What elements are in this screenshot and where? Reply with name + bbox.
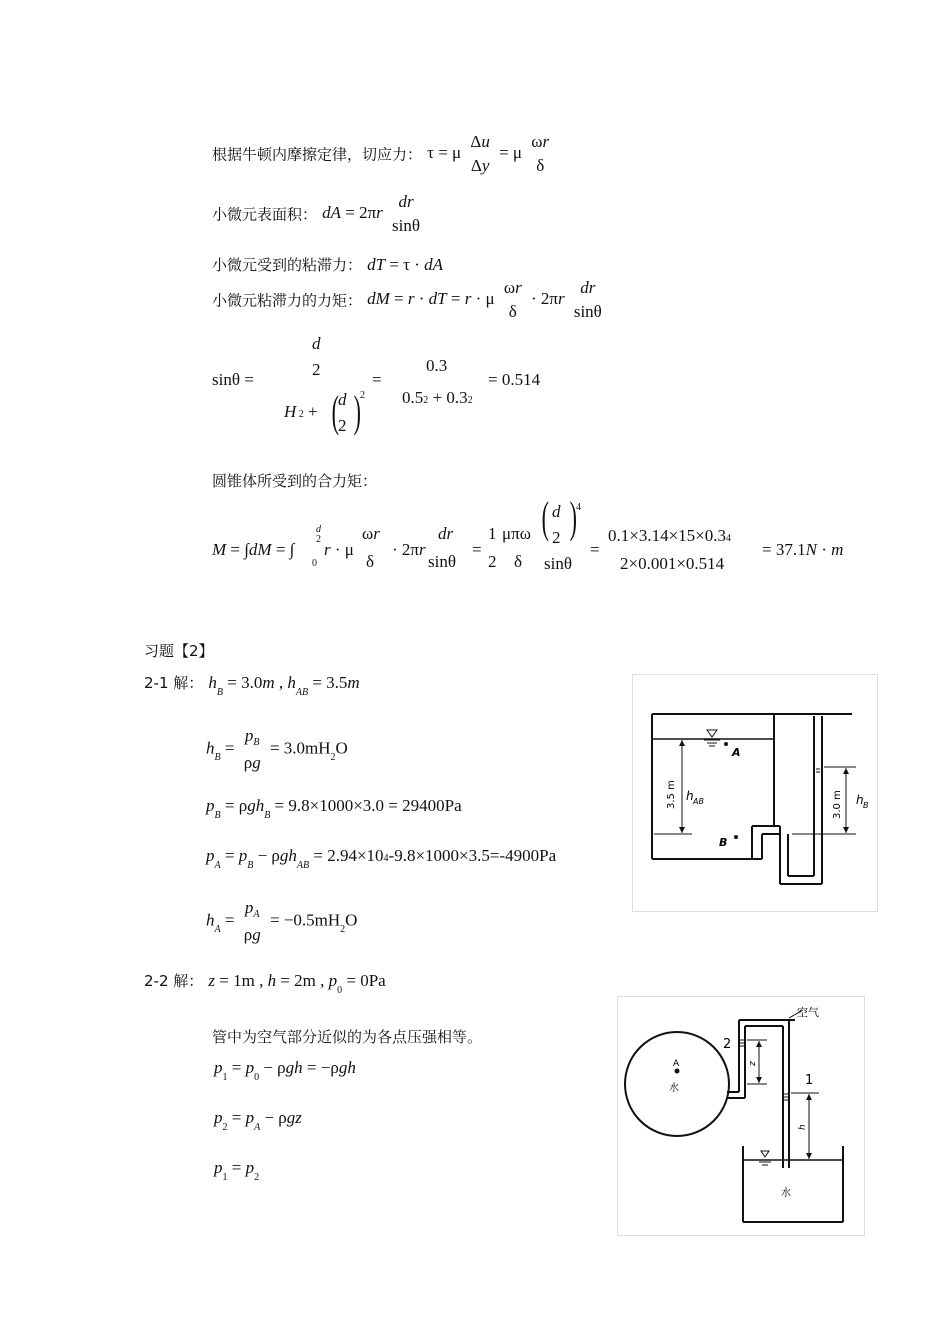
p22-label: 2-2 解： — [144, 972, 204, 990]
m-den: 2×0.001×0.514 — [620, 554, 725, 573]
fig1-hb-sub: B — [863, 801, 869, 810]
shear-stress-formula: τ = μ Δu Δy = μ ωr δ — [427, 132, 550, 175]
fig1-hab-sub: AB — [693, 797, 704, 806]
hb-given: = 3.0 — [227, 673, 263, 692]
p22-note: 管中为空气部分近似的为各点压强相等。 — [212, 1028, 483, 1046]
fig2-label-a: A — [673, 1059, 680, 1069]
pb-calc: = 9.8×1000×3.0 = 29400Pa — [274, 796, 462, 815]
p21-line: 2-1 解： $h_B = 3.0m$ , $h_{AB} = 3.5m$ — [144, 673, 360, 698]
viscous-force-label: 小微元受到的粘滞力： — [212, 256, 363, 274]
sin-result: = 0.514 — [488, 370, 541, 389]
total-torque-label: 圆锥体所受到的合力矩： — [212, 472, 378, 490]
fig2-water2: 水 — [781, 1188, 791, 1199]
ha-result: = −0.5mH — [269, 910, 341, 930]
fig2-label-1: 1 — [805, 1073, 814, 1088]
hb-formula: $h_B$ = $p_B$ ρg = $3.0mH_2O$ — [206, 726, 348, 772]
p1-formula: $p_1 = p_0 - \rho gh = -\rho gh$ — [214, 1058, 356, 1083]
force-formula: dT = τ · dA — [367, 255, 444, 274]
pa-calc-a: = 2.94×10 — [313, 846, 384, 865]
p0-given: = 0Pa — [346, 971, 386, 990]
fig1-label-b: B — [719, 836, 728, 849]
fig2-h: h — [798, 1124, 808, 1130]
fig1-label-35: 3.5 m — [666, 780, 677, 809]
h-given: = 2m — [280, 971, 316, 990]
newton-line — [212, 130, 554, 178]
ha-formula: $h_A$ = $p_A$ ρg = $-0.5mH_2O$ — [206, 898, 358, 944]
force-line — [212, 254, 443, 275]
torque-line — [212, 276, 607, 324]
fig1-label-30: 3.0 m — [832, 790, 843, 819]
sin-den2: + 0.3 — [432, 388, 468, 407]
p21-label: 2-1 解： — [144, 674, 204, 692]
fig2-z: z — [748, 1061, 758, 1066]
fig1-hab: h — [686, 789, 694, 803]
figure-tank-manometer — [632, 674, 878, 912]
figure-pipe-manometer — [617, 996, 865, 1236]
hab-given: = 3.5 — [312, 673, 348, 692]
m-num: 0.1×3.14×15×0.3 — [608, 526, 727, 545]
area-formula: dA = 2πr dr sinθ — [322, 192, 421, 235]
area-label: 小微元表面积： — [212, 205, 318, 224]
pa-calc-b: -9.8×1000×3.5=-4900Pa — [388, 846, 557, 865]
hb-result: = 3.0mH — [269, 738, 331, 758]
p2-formula: $p_2 = p_A - \rho gz$ — [214, 1108, 302, 1133]
fig2-water1: 水 — [669, 1083, 679, 1094]
m-result: = 37.1 — [762, 540, 806, 559]
torque-label: 小微元粘滞力的力矩： — [212, 291, 363, 310]
torque-formula: dM = r · dT = r · μ ωr δ · 2πr dr sinθ — [367, 278, 602, 321]
fig1-hb: h — [856, 793, 864, 807]
pa-formula: $p_A = p_B - \rho gh_{AB} = 2.94\times 104-9.8\times 1000\times 3.5=-4900Pa$ — [206, 846, 557, 871]
pb-formula: $p_B = \rho gh_B = 9.8\times 1000\times 3.0 = 29400Pa$ — [206, 796, 462, 821]
section-title: 习题【2】 — [144, 642, 214, 660]
sin-den: 0.5 — [402, 388, 424, 407]
fig1-label-a: A — [732, 746, 741, 759]
z-given: = 1m — [219, 971, 255, 990]
fig2-air: 空气 — [797, 1006, 819, 1019]
p1-p2-formula: $p_1 = p_2$ — [214, 1158, 260, 1183]
area-line — [212, 190, 425, 238]
newton-label: 根据牛顿内摩擦定律，切应力： — [212, 145, 423, 164]
fig2-label-2: 2 — [723, 1037, 732, 1052]
p22-line: 2-2 解： z = 1m , h = 2m , $p_0 = 0Pa$ — [144, 971, 386, 996]
sin-num: 0.3 — [426, 356, 448, 375]
total-torque-formula: M = ∫dM = ∫ d 2 0 r · μ ωr δ · 2πr dr sinθ = 1 2 μπω δ ( d 2 ) 4 sinθ = 0.1×3.14×15×0.34 2×0.001×0.514 = 37.1N · m — [212, 493, 844, 573]
